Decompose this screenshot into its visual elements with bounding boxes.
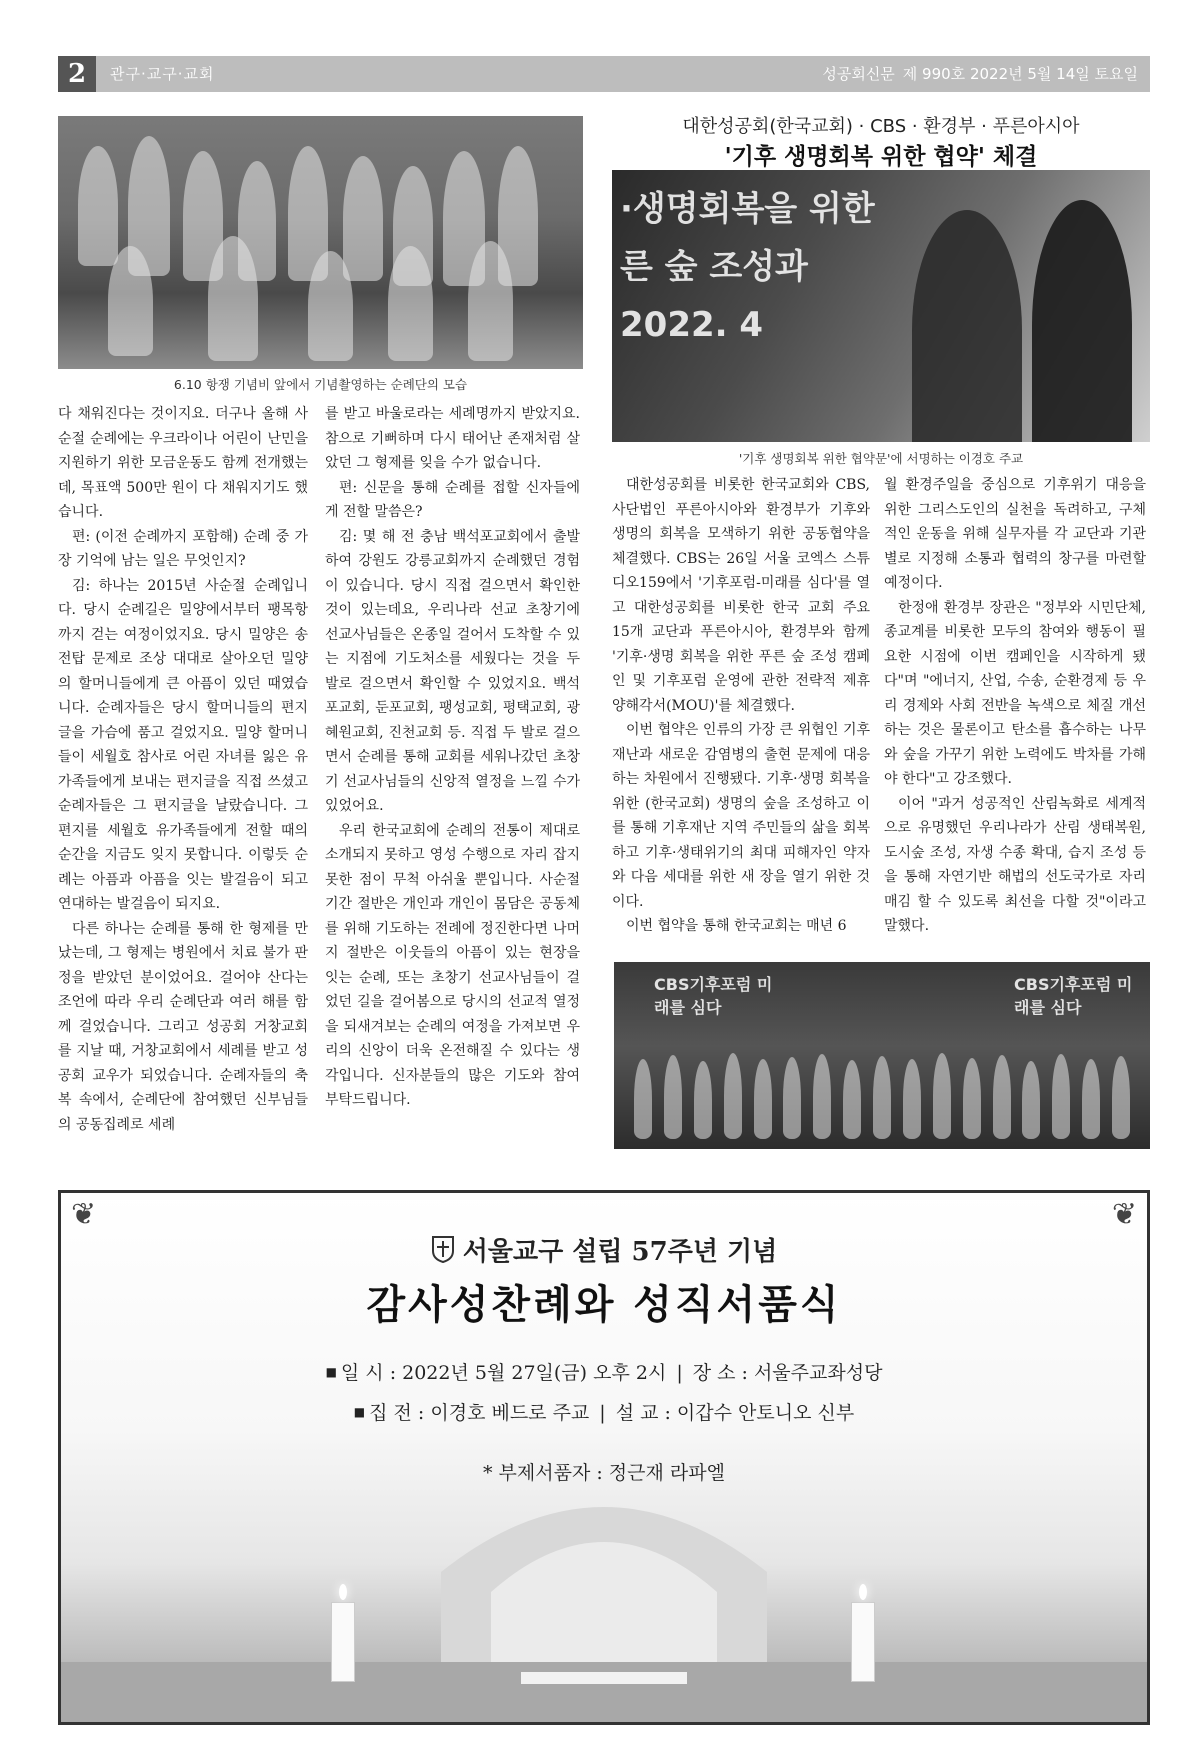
church-seal-icon — [431, 1235, 455, 1263]
page-number: 2 — [58, 56, 96, 92]
signing-photo — [612, 170, 1150, 442]
paragraph: 우리 한국교회에 순례의 전통이 제대로 소개되지 못하고 영성 수행으로 자리 잡지 못한 점이 무척 아쉬울 뿐입니다. 사순절 기간 절반은 개인과 개인이 몸담은 공동체를 위해 기도하는 전례에 정진한다면 나머지 절반은 이웃들의 아픔이 있는 현장을 잇는 순례, 또는 초창기 선교사님들이 걸었던 길을 걸어봄으로 당시의 선교적 열정을 되새겨보는 순례의 여정을 가져보면 우리의 신앙이 더욱 온전해질 수 있다는 생각입니다. 신자분들의 많은 기도와 참여 부탁드립니다. — [325, 822, 580, 1108]
notice-celebrant: 집 전 : 이경호 베드로 주교 — [369, 1402, 590, 1424]
newspaper-name: 성공회신문 — [822, 65, 895, 83]
cathedral-interior-image — [61, 1462, 1147, 1722]
bullet-icon: ■ — [353, 1405, 366, 1419]
candle-flame — [859, 1584, 867, 1600]
paragraph: 를 받고 바울로라는 세례명까지 받았지요. 참으로 기뻐하며 다시 태어난 존재처럼 살았던 그 형제를 잊을 수가 없습니다. — [325, 406, 580, 471]
separator: | — [599, 1402, 606, 1424]
paragraph: 이어 "과거 성공적인 산림녹화로 세계적으로 유명했던 우리나라가 산림 생태복원, 도시숲 조성, 자생 수종 확대, 습지 조성 등을 통해 자연기반 해법의 선도국가로 자리매김 할 수 있도록 최선을 다할 것"이라고 말했다. — [884, 795, 1146, 934]
separator: | — [676, 1362, 683, 1384]
paragraph: 다른 하나는 순례를 통해 한 형제를 만났는데, 그 형제는 병원에서 치료 불가 판정을 받았던 분이었어요. 걸어야 산다는 조언에 따라 우리 순례단과 여러 해를 함께 걸었습니다. 그리고 성공회 거창교회를 지날 때, 거창교회에서 세례를 받고 성공회 교우가 되었습니다. 순례자들의 축복 속에서, 순례단에 참여했던 신부님들의 공동집례로 세례 — [58, 920, 308, 1133]
candle-left — [331, 1602, 355, 1682]
photo2-banner-text: ·생명회복을 위한 른 숲 조성과 2022. 4 — [620, 189, 875, 345]
candle-flame — [339, 1584, 347, 1600]
article-headline: '기후 생명회복 위한 협약' 체결 — [724, 144, 1038, 170]
issue-date: 제 990호 2022년 5월 14일 토요일 — [902, 65, 1138, 83]
right-article-column-2 — [884, 473, 1146, 939]
event-notice — [58, 1190, 1150, 1725]
paragraph: 대한성공회를 비롯한 한국교회와 CBS, 사단법인 푸른아시아와 환경부가 기후와 생명의 회복을 모색하기 위한 공동협약을 체결했다. CBS는 26일 서울 코엑스 스튜디오159에서 '기후포럼-미래를 심다'를 열고 대한성공회를 비롯한 한국 교회 주요 15개 교단과 푸른아시아, 환경부와 함께 '기후·생명 회복을 위한 푸른 숲 조성 캠페인 및 기후포럼 운영에 관한 전략적 제휴 양해각서(MOU)'를 체결했다. — [612, 477, 870, 714]
notice-title: 감사성찬례와 성직서품식 — [366, 1281, 842, 1328]
paragraph: 김: 몇 해 전 충남 백석포교회에서 출발하여 강원도 강릉교회까지 순례했던 경험이 있습니다. 당시 직접 걸으면서 확인한 것이 있는데요, 우리나라 선교 초창기에 선교사님들은 온종일 걸어서 도착할 수 있는 지점에 기도처소를 세웠다는 것을 두 발로 걸으면서 확인할 수 있었지요. 백석포교회, 둔포교회, 팽성교회, 평택교회, 광혜원교회, 진천교회 등. 직접 두 발로 걸으면서 순례를 통해 교회를 세워나갔던 초창기 선교사님들의 신앙적 열정을 느낄 수가 있었어요. — [325, 528, 580, 814]
ornament-right-icon: ❦ — [1111, 1197, 1137, 1232]
right-article-column-1 — [612, 473, 870, 939]
pilgrims-group-photo — [58, 116, 583, 369]
paragraph: 편: (이전 순례까지 포함해) 순례 중 가장 기억에 남는 일은 무엇인지? — [58, 528, 308, 569]
photo1-caption: 6.10 항쟁 기념비 앞에서 기념촬영하는 순례단의 모습 — [173, 377, 468, 392]
photo3-banner-left: CBS기후포럼 미래를 심다 — [654, 975, 773, 1017]
notice-subtitle: 서울교구 설립 57주년 기념 — [61, 1231, 1147, 1268]
notice-date: 일 시 : 2022년 5월 27일(금) 오후 2시 — [340, 1362, 667, 1384]
article-kicker: 대한성공회(한국교회) · CBS · 환경부 · 푸른아시아 — [682, 116, 1080, 137]
paragraph: 월 환경주일을 중심으로 기후위기 대응을 위한 그리스도인의 실천을 독려하고, 구체적인 운동을 위해 실무자를 각 교단과 기관별로 지정해 소통과 협력의 창구를 마련할 예정이다. — [884, 477, 1146, 591]
notice-ordinand: * 부제서품자 : 정근재 라파엘 — [483, 1462, 725, 1484]
newspaper-info — [822, 56, 1138, 92]
photo3-banner-right: CBS기후포럼 미래를 심다 — [1014, 975, 1133, 1017]
bullet-icon: ■ — [325, 1365, 337, 1379]
left-article-column-1 — [58, 402, 308, 1137]
paragraph: 편: 신문을 통해 순례를 접할 신자들에게 전할 말씀은? — [325, 479, 580, 520]
ornament-left-icon: ❦ — [71, 1197, 97, 1232]
left-article-column-2 — [325, 402, 580, 1113]
forum-group-photo — [614, 962, 1150, 1149]
section-title: 관구·교구·교회 — [110, 65, 215, 83]
notice-place: 장 소 : 서울주교좌성당 — [692, 1362, 883, 1384]
paragraph: 이번 협약을 통해 한국교회는 매년 6 — [626, 918, 847, 934]
notice-preacher: 설 교 : 이갑수 안토니오 신부 — [615, 1402, 855, 1424]
paragraph: 이번 협약은 인류의 가장 큰 위협인 기후재난과 새로운 감염병의 출현 문제에 대응하는 차원에서 진행됐다. 기후·생명 회복을 위한 (한국교회) 생명의 숲을 조성하고 이를 통해 기후재난 지역 주민들의 삶을 회복하고 기후·생태위기의 최대 피해자인 약자와 다음 세대를 위한 새 장을 열기 위한 것이다. — [612, 722, 870, 910]
paragraph: 다 채워진다는 것이지요. 더구나 올해 사순절 순례에는 우크라이나 어린이 난민을 지원하기 위한 모금운동도 함께 전개했는데, 목표액 500만 원이 다 채워지기도 했습니다. — [58, 406, 308, 520]
paragraph: 김: 하나는 2015년 사순절 순례입니다. 당시 순례길은 밀양에서부터 팽목항까지 걷는 여정이었지요. 당시 밀양은 송전탑 문제로 조상 대대로 살아오던 밀양의 할머니들에게 큰 아픔이 있던 때였습니다. 순례자들은 당시 할머니들의 편지글을 가슴에 품고 걸었지요. 밀양 할머니들이 세월호 참사로 어린 자녀를 잃은 유가족들에게 보내는 편지글을 직접 쓰셨고 순례자들은 그 편지글을 날랐습니다. 그 편지를 세월호 유가족들에게 전할 때의 순간을 지금도 잊지 못합니다. 이렇듯 순례는 아픔과 아픔을 잇는 발걸음이 되고 연대하는 발걸음이 되지요. — [58, 577, 308, 912]
paragraph: 한정애 환경부 장관은 "정부와 시민단체, 종교계를 비롯한 모두의 참여와 행동이 필요한 시점에 이번 캠페인을 시작하게 됐다"며 "에너지, 산업, 수송, 순환경제 등 우리 경제와 사회 전반을 녹색으로 체질 개선하는 것은 물론이고 탄소를 흡수하는 나무와 숲을 가꾸기 위한 노력에도 박차를 가해야 한다"고 강조했다. — [884, 599, 1146, 787]
notice-celebrant-preacher — [61, 1398, 1147, 1425]
page-header — [58, 56, 1150, 92]
photo2-caption: '기후 생명회복 위한 협약문'에 서명하는 이경호 주교 — [738, 451, 1024, 466]
candle-right — [851, 1602, 875, 1682]
notice-date-place — [61, 1358, 1147, 1385]
